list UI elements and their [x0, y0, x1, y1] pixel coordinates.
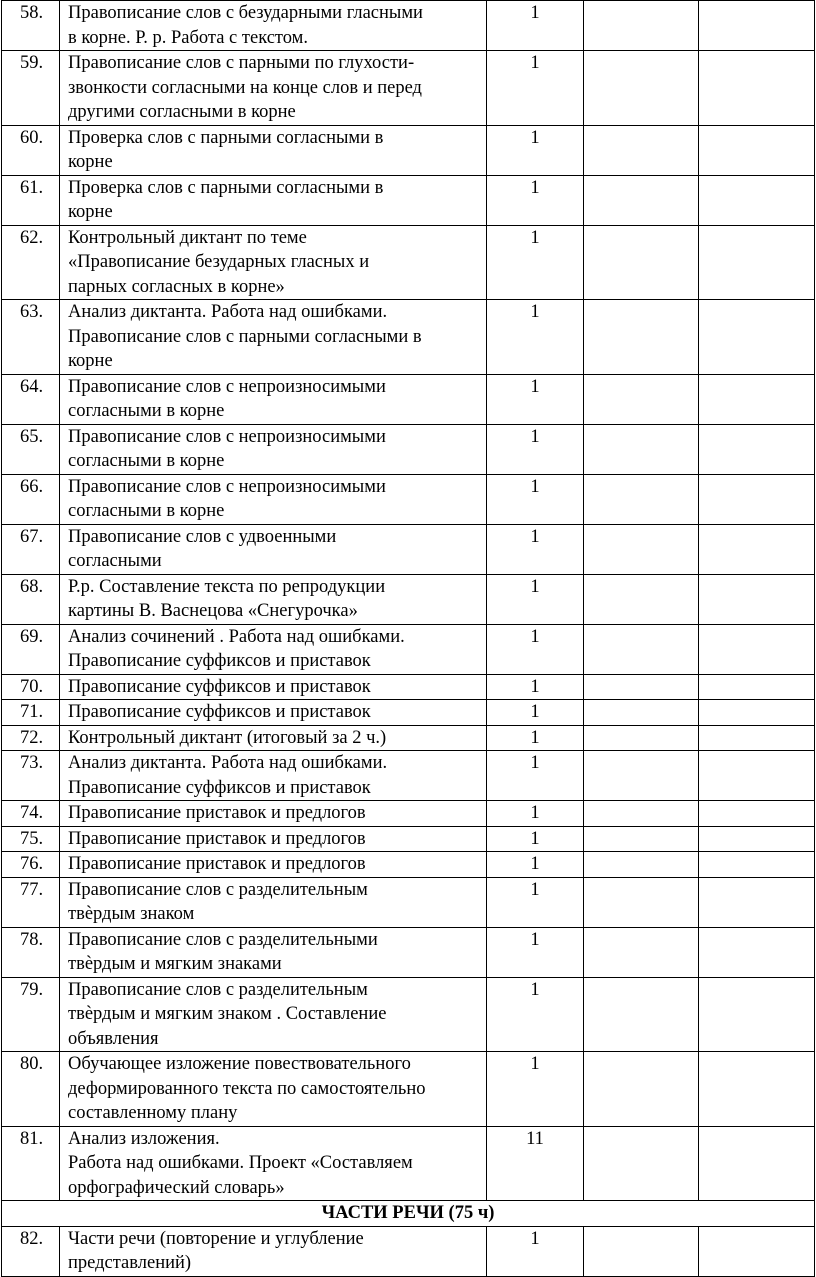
table-row	[2, 125, 815, 175]
date-planned-cell	[584, 300, 699, 375]
table-row	[2, 574, 815, 624]
lesson-number: 64.	[2, 374, 60, 424]
date-actual-cell	[699, 524, 815, 574]
lesson-title: Контрольный диктант (итоговый за 2 ч.)	[60, 725, 487, 751]
table-row	[2, 1126, 815, 1201]
lesson-number: 62.	[2, 225, 60, 300]
date-planned-cell	[584, 1, 699, 51]
date-actual-cell	[699, 852, 815, 878]
table-row	[2, 826, 815, 852]
table-row	[2, 300, 815, 375]
lesson-title: Контрольный диктант по теме «Правописание безударных гласных и парных согласных в корне»	[60, 225, 487, 300]
lesson-title: Анализ диктанта. Работа над ошибками. Правописание слов с парными согласными в корне	[60, 300, 487, 375]
lesson-number: 63.	[2, 300, 60, 375]
lesson-hours: 1	[487, 700, 584, 726]
table-row	[2, 801, 815, 827]
date-actual-cell	[699, 674, 815, 700]
table-row	[2, 51, 815, 126]
date-actual-cell	[699, 877, 815, 927]
lesson-hours: 1	[487, 1052, 584, 1127]
lesson-number: 81.	[2, 1126, 60, 1201]
date-actual-cell	[699, 700, 815, 726]
lesson-title: Правописание слов с безударными гласными в корне. Р. р. Работа с текстом.	[60, 1, 487, 51]
lesson-hours: 1	[487, 51, 584, 126]
lesson-hours: 1	[487, 852, 584, 878]
lesson-title: Правописание слов с разделительным твѐрдым и мягким знаком . Составление объявления	[60, 977, 487, 1052]
date-actual-cell	[699, 1, 815, 51]
date-planned-cell	[584, 374, 699, 424]
date-planned-cell	[584, 877, 699, 927]
date-actual-cell	[699, 751, 815, 801]
table-row	[2, 1052, 815, 1127]
lesson-number: 58.	[2, 1, 60, 51]
lesson-hours: 1	[487, 424, 584, 474]
lesson-hours: 1	[487, 574, 584, 624]
lesson-number: 73.	[2, 751, 60, 801]
table-row	[2, 424, 815, 474]
table-row	[2, 374, 815, 424]
lesson-title: Правописание приставок и предлогов	[60, 801, 487, 827]
lesson-number: 74.	[2, 801, 60, 827]
lesson-title: Правописание слов с непроизносимыми согласными в корне	[60, 374, 487, 424]
lesson-number: 70.	[2, 674, 60, 700]
table-row	[2, 1, 815, 51]
lesson-hours: 1	[487, 927, 584, 977]
lesson-title: Проверка слов с парными согласными в корне	[60, 175, 487, 225]
date-actual-cell	[699, 225, 815, 300]
lesson-hours: 1	[487, 751, 584, 801]
lesson-hours: 1	[487, 977, 584, 1052]
lesson-number: 67.	[2, 524, 60, 574]
lesson-hours: 1	[487, 877, 584, 927]
date-planned-cell	[584, 574, 699, 624]
lesson-title: Правописание приставок и предлогов	[60, 852, 487, 878]
lesson-title: Р.р. Составление текста по репродукции картины В. Васнецова «Снегурочка»	[60, 574, 487, 624]
date-planned-cell	[584, 674, 699, 700]
lesson-hours: 1	[487, 474, 584, 524]
lesson-hours: 1	[487, 1226, 584, 1276]
table-row	[2, 725, 815, 751]
table-row	[2, 700, 815, 726]
date-actual-cell	[699, 374, 815, 424]
lesson-hours: 1	[487, 300, 584, 375]
date-planned-cell	[584, 524, 699, 574]
date-planned-cell	[584, 977, 699, 1052]
lesson-number: 77.	[2, 877, 60, 927]
lesson-hours: 1	[487, 801, 584, 827]
date-planned-cell	[584, 700, 699, 726]
lesson-title: Правописание суффиксов и приставок	[60, 674, 487, 700]
lesson-title: Анализ диктанта. Работа над ошибками. Правописание суффиксов и приставок	[60, 751, 487, 801]
date-actual-cell	[699, 424, 815, 474]
lesson-number: 59.	[2, 51, 60, 126]
lesson-hours: 1	[487, 725, 584, 751]
lesson-hours: 1	[487, 125, 584, 175]
lesson-number: 79.	[2, 977, 60, 1052]
lesson-number: 76.	[2, 852, 60, 878]
lesson-hours: 1	[487, 826, 584, 852]
date-actual-cell	[699, 51, 815, 126]
lesson-title: Правописание слов с непроизносимыми согласными в корне	[60, 424, 487, 474]
lesson-title: Анализ изложения. Работа над ошибками. Проект «Составляем орфографический словарь»	[60, 1126, 487, 1201]
lesson-number: 82.	[2, 1226, 60, 1276]
date-planned-cell	[584, 51, 699, 126]
lesson-title: Проверка слов с парными согласными в корне	[60, 125, 487, 175]
table-row	[2, 524, 815, 574]
section-row	[2, 1201, 815, 1227]
lesson-title: Правописание слов с непроизносимыми согласными в корне	[60, 474, 487, 524]
date-planned-cell	[584, 424, 699, 474]
lesson-number: 65.	[2, 424, 60, 474]
date-planned-cell	[584, 927, 699, 977]
table-row	[2, 751, 815, 801]
table-row	[2, 977, 815, 1052]
lesson-hours: 1	[487, 374, 584, 424]
date-actual-cell	[699, 574, 815, 624]
date-actual-cell	[699, 927, 815, 977]
date-actual-cell	[699, 1052, 815, 1127]
table-row	[2, 175, 815, 225]
lesson-number: 71.	[2, 700, 60, 726]
date-planned-cell	[584, 725, 699, 751]
table-row	[2, 927, 815, 977]
lesson-number: 66.	[2, 474, 60, 524]
table-row	[2, 225, 815, 300]
lesson-hours: 1	[487, 524, 584, 574]
date-planned-cell	[584, 624, 699, 674]
date-planned-cell	[584, 175, 699, 225]
date-actual-cell	[699, 624, 815, 674]
date-actual-cell	[699, 1226, 815, 1276]
lesson-hours: 1	[487, 1, 584, 51]
lesson-title: Правописание слов с парными по глухости- звонкости согласными на конце слов и перед другими согласными в корне	[60, 51, 487, 126]
date-planned-cell	[584, 852, 699, 878]
lesson-number: 75.	[2, 826, 60, 852]
date-planned-cell	[584, 1052, 699, 1127]
date-actual-cell	[699, 125, 815, 175]
lesson-title: Анализ сочинений . Работа над ошибками. Правописание суффиксов и приставок	[60, 624, 487, 674]
date-actual-cell	[699, 977, 815, 1052]
lesson-number: 80.	[2, 1052, 60, 1127]
table-row	[2, 674, 815, 700]
date-actual-cell	[699, 725, 815, 751]
date-actual-cell	[699, 826, 815, 852]
lesson-hours: 1	[487, 624, 584, 674]
lesson-title: Части речи (повторение и углубление представлений)	[60, 1226, 487, 1276]
lesson-title: Обучающее изложение повествовательного деформированного текста по самостоятельно составленному плану	[60, 1052, 487, 1127]
lesson-title: Правописание слов с разделительными твѐрдым и мягким знаками	[60, 927, 487, 977]
date-planned-cell	[584, 474, 699, 524]
date-actual-cell	[699, 1126, 815, 1201]
lesson-number: 78.	[2, 927, 60, 977]
date-planned-cell	[584, 751, 699, 801]
lesson-title: Правописание слов с удвоенными согласными	[60, 524, 487, 574]
lesson-title: Правописание суффиксов и приставок	[60, 700, 487, 726]
lesson-number: 60.	[2, 125, 60, 175]
lesson-title: Правописание слов с разделительным твѐрдым знаком	[60, 877, 487, 927]
date-actual-cell	[699, 801, 815, 827]
lesson-number: 69.	[2, 624, 60, 674]
date-planned-cell	[584, 826, 699, 852]
section-title: ЧАСТИ РЕЧИ (75 ч)	[2, 1201, 815, 1227]
lesson-title: Правописание приставок и предлогов	[60, 826, 487, 852]
date-planned-cell	[584, 1126, 699, 1201]
date-actual-cell	[699, 474, 815, 524]
lesson-plan-table	[1, 0, 815, 1277]
date-planned-cell	[584, 225, 699, 300]
lesson-number: 72.	[2, 725, 60, 751]
table-row	[2, 852, 815, 878]
date-actual-cell	[699, 300, 815, 375]
table-row	[2, 1226, 815, 1276]
table-row	[2, 474, 815, 524]
lesson-number: 68.	[2, 574, 60, 624]
date-planned-cell	[584, 125, 699, 175]
date-planned-cell	[584, 1226, 699, 1276]
date-planned-cell	[584, 801, 699, 827]
lesson-hours: 11	[487, 1126, 584, 1201]
table-row	[2, 877, 815, 927]
date-actual-cell	[699, 175, 815, 225]
lesson-hours: 1	[487, 674, 584, 700]
lesson-hours: 1	[487, 225, 584, 300]
table-row	[2, 624, 815, 674]
lesson-number: 61.	[2, 175, 60, 225]
lesson-hours: 1	[487, 175, 584, 225]
